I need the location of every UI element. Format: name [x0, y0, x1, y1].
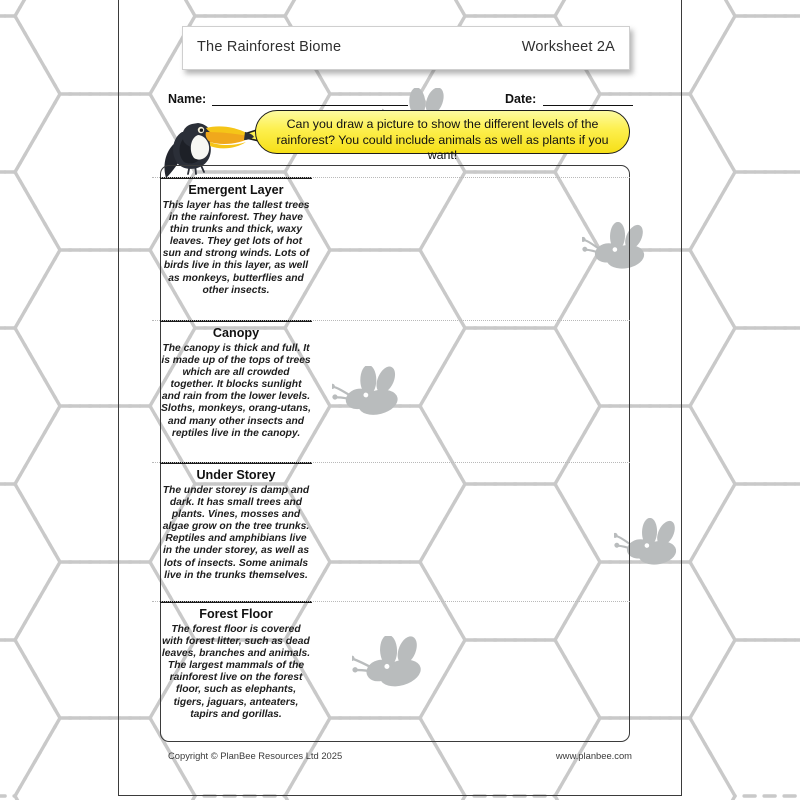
section-divider-dots: [152, 462, 630, 463]
worksheet-number: Worksheet 2A: [521, 39, 615, 55]
section-body: The canopy is thick and full. It is made up of the tops of trees which are all crowded together. It blocks sunlight and rain from the lower levels. Sloths, monkeys, orang-utans, and many other insects and reptiles live in the canopy.: [161, 343, 311, 439]
date-input-line[interactable]: [543, 105, 633, 106]
name-label: Name:: [168, 92, 207, 106]
section-body: The under storey is damp and dark. It has small trees and plants. Vines, mosses and algae grow on the tree trunks. Reptiles and amphibians live in the under storey, as well as lots of insects. Some animals live in the trunks themselves.: [162, 485, 310, 581]
section-body: The forest floor is covered with forest litter, such as dead leaves, branches and animals. The largest mammals of the rainforest live on the forest floor, such as elephants, tigers, jaguars, anteaters, tapirs and gorillas.: [161, 624, 311, 720]
instruction-line-2: rainforest? You could include animals as well as plants if you want!: [276, 132, 609, 162]
footer-website[interactable]: www.planbee.com: [555, 750, 632, 761]
footer-copyright: Copyright © PlanBee Resources Ltd 2025: [168, 750, 343, 761]
date-label: Date:: [505, 92, 537, 106]
section-divider-dots: [152, 177, 630, 178]
section-title: Under Storey: [196, 468, 276, 482]
section-title: Canopy: [212, 326, 260, 340]
section-divider-dots: [152, 320, 630, 321]
instruction-line-1: Can you draw a picture to show the different levels of the: [286, 117, 599, 131]
section-divider-dots: [152, 601, 630, 602]
section-title: Emergent Layer: [188, 183, 284, 197]
section-title: Forest Floor: [199, 607, 273, 621]
page-title: The Rainforest Biome: [197, 39, 342, 55]
instruction-speech-bubble: [255, 110, 630, 162]
section-body: This layer has the tallest trees in the rainforest. They have thin trunks and thick, waxy leaves. They get lots of hot sun and strong winds. Lots of birds live in this layer, as well as monkeys, butterflies and other insects.: [162, 200, 310, 296]
instruction-text: [266, 117, 619, 164]
header-title-box: [182, 26, 630, 70]
